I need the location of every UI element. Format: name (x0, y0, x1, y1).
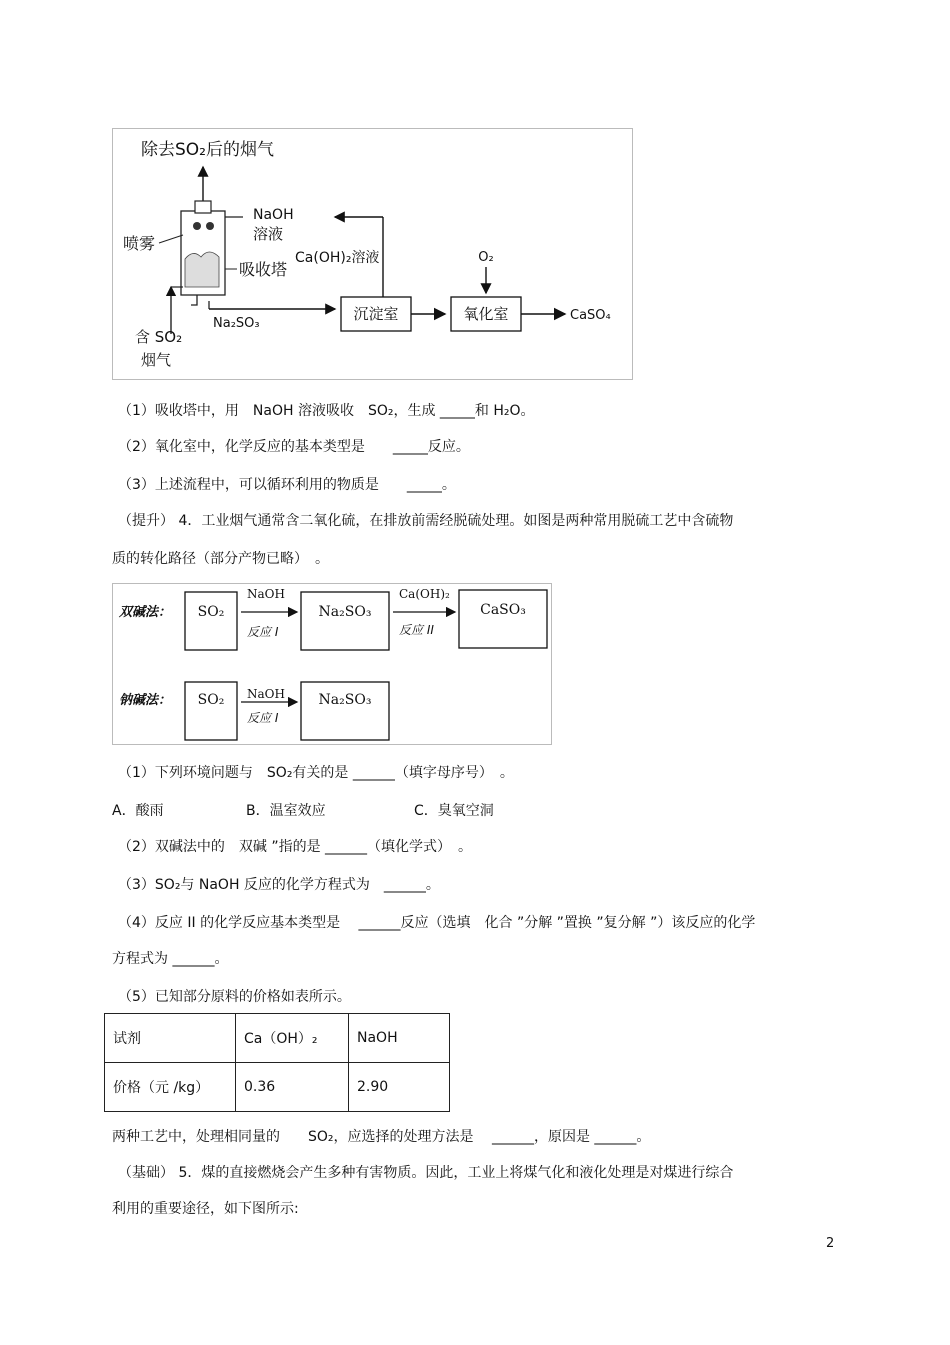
top-label: 除去SO₂后的烟气 (141, 140, 274, 160)
q3-part2: （2）氧化室中，化学反应的基本类型是 _____反应。 (118, 439, 470, 455)
caso3-box (459, 590, 547, 648)
option-a: A．酸雨 (112, 803, 164, 819)
double-alkali-label: 双碱法： (119, 605, 172, 620)
table-cell: Ca（OH）₂ (236, 1014, 349, 1063)
spray-label: 喷雾 (123, 234, 156, 253)
figure-absorption-flowchart (112, 128, 633, 380)
spray-nozzle-icon (206, 222, 214, 230)
option-b: B．温室效应 (246, 803, 326, 819)
na2so3-label: Na₂SO₃ (213, 316, 260, 331)
caso3-text: CaSO₃ (480, 602, 526, 618)
q4-part1: （1）下列环境问题与 SO₂有关的是 ______（填字母序号） 。 (118, 765, 514, 781)
q4-part5: （5）已知部分原料的价格如表所示。 (118, 989, 351, 1005)
outlet-pipe (191, 295, 197, 305)
na2so3-box-1 (301, 592, 389, 650)
option-c: C．臭氧空洞 (414, 803, 494, 819)
caoh2-text: Ca(OH)₂ (399, 587, 450, 601)
reaction1-text-2: 反应 I (247, 711, 279, 725)
so2-text-1: SO₂ (197, 604, 225, 620)
precip-room-label: 沉淀室 (353, 305, 399, 323)
q4-intro-2: 质的转化路径（部分产物已略） 。 (112, 551, 329, 567)
naoh-text-2: NaOH (247, 687, 285, 701)
methods-svg (113, 584, 551, 744)
na2so3-box-2 (301, 682, 389, 740)
q3-part3: （3）上述流程中，可以循环利用的物质是 _____。 (118, 477, 456, 493)
flowchart-svg (113, 129, 632, 379)
table-row (105, 1063, 450, 1112)
price-table (104, 1013, 450, 1112)
so2-text-2: SO₂ (197, 692, 225, 708)
table-cell: NaOH (349, 1014, 450, 1063)
reaction1-text-1: 反应 I (247, 625, 279, 639)
caso4-label: CaSO₄ (570, 308, 611, 323)
na2so3-text-2: Na₂SO₃ (318, 692, 372, 708)
table-cell: 试剂 (105, 1014, 236, 1063)
table-cell: 0.36 (236, 1063, 349, 1112)
naoh-label: NaOH (253, 207, 294, 223)
tower-label: 吸收塔 (239, 260, 288, 279)
q4-part2: （2）双碱法中的 双碱 ”指的是 ______（填化学式） 。 (118, 839, 473, 855)
so2-box-1 (185, 592, 237, 650)
spray-pointer (159, 235, 183, 243)
figure-desulfurization-methods (112, 583, 552, 745)
q4-part4-b: 方程式为 ______。 (112, 951, 229, 967)
q4-part4-a: （4）反应 II 的化学反应基本类型是 ______反应（选填 化合 ”分解 ”置换 ”复分解 ”）该反应的化学 (118, 915, 756, 931)
page-number: 2 (826, 1236, 835, 1251)
q4-intro-1: （提升） 4．工业烟气通常含二氧化硫，在排放前需经脱硫处理。如图是两种常用脱硫工艺中含硫物 (118, 513, 734, 529)
na2so3-text-1: Na₂SO₃ (318, 604, 372, 620)
spray-nozzle-icon (193, 222, 201, 230)
naoh-text-1: NaOH (247, 587, 285, 601)
tower-chimney (195, 201, 211, 213)
naoh-solution-label: 溶液 (253, 225, 284, 243)
table-cell: 2.90 (349, 1063, 450, 1112)
o2-label: O₂ (478, 250, 494, 265)
caoh2-label: Ca(OH)₂溶液 (295, 250, 380, 266)
oxid-room-label: 氧化室 (463, 305, 509, 323)
q3-part1: （1）吸收塔中，用 NaOH 溶液吸收 SO₂，生成 _____和 H₂O。 (118, 403, 535, 419)
table-row (105, 1014, 450, 1063)
inlet-label-1: 含 SO₂ (135, 328, 183, 346)
q4-after-table: 两种工艺中，处理相同量的 SO₂，应选择的处理方法是 ______，原因是 ______。 (112, 1129, 651, 1145)
table-cell: 价格（元 /kg） (105, 1063, 236, 1112)
so2-box-2 (185, 682, 237, 740)
q5-line-2: 利用的重要途径，如下图所示: (112, 1201, 299, 1217)
q4-part3: （3）SO₂与 NaOH 反应的化学方程式为 ______。 (118, 877, 440, 893)
inlet-label-2: 烟气 (141, 351, 172, 369)
q5-line-1: （基础） 5．煤的直接燃烧会产生多种有害物质。因此，工业上将煤气化和液化处理是对煤进行综合 (118, 1165, 734, 1181)
reaction2-text: 反应 II (399, 623, 434, 637)
tower-fill (185, 252, 219, 287)
sodium-alkali-label: 钠碱法： (119, 693, 172, 708)
